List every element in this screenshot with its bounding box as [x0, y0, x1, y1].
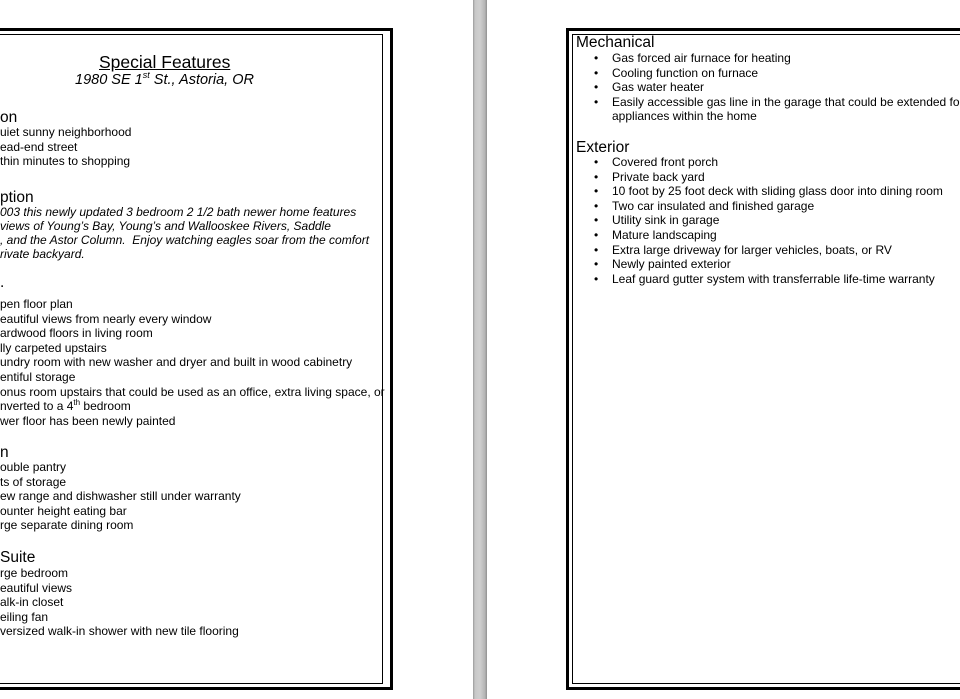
- bedroom-text: nverted to a 4: [0, 399, 74, 414]
- description-line: rivate backyard.: [0, 247, 85, 261]
- list-item: • 10 foot by 25 foot deck with sliding glass door into dining room: [612, 184, 943, 199]
- list-item: eautiful views: [0, 580, 73, 595]
- list-item: versized walk-in shower with new tile flooring: [0, 624, 239, 639]
- description-line: views of Young’s Bay, Young’s and Wallooskee Rivers, Saddle: [0, 219, 331, 233]
- interior-list: [0, 297, 385, 428]
- list-item: ts of storage: [0, 474, 67, 489]
- description-line: 003 this newly updated 3 bedroom 2 1/2 bath newer home features: [0, 205, 357, 219]
- list-item: ouble pantry: [0, 460, 67, 474]
- suite-list: [0, 566, 239, 639]
- list-item: • Newly painted exterior: [612, 257, 943, 272]
- bedroom-ordinal: th: [73, 398, 81, 408]
- mechanical-heading: Mechanical: [576, 34, 655, 51]
- list-item: thin minutes to shopping: [0, 154, 131, 169]
- list-item: onus room upstairs that could be used as an office, extra living space, or: [0, 384, 385, 399]
- right-page-inner-border: [572, 34, 960, 684]
- description-heading: ption: [0, 189, 34, 206]
- list-item: ardwood floors in living room: [0, 326, 153, 341]
- document-title: Special Features: [99, 52, 231, 72]
- list-item: undry room with new washer and dryer and built in wood cabinetry: [0, 355, 353, 370]
- kitchen-list: [0, 460, 241, 533]
- mechanical-list: [612, 51, 960, 124]
- bedroom-rest: bedroom: [80, 399, 131, 414]
- list-item: • Gas forced air furnace for heating: [612, 51, 960, 66]
- list-item: • Gas water heater: [612, 80, 960, 95]
- list-item: • Leaf guard gutter system with transferrable life-time warranty: [612, 272, 943, 287]
- list-item: lly carpeted upstairs: [0, 340, 107, 355]
- interior-heading: .: [0, 274, 5, 291]
- list-item: • Extra large driveway for larger vehicles, boats, or RV: [612, 243, 943, 258]
- list-item: entiful storage: [0, 369, 76, 384]
- list-item: • Mature landscaping: [612, 228, 943, 243]
- list-item: pen floor plan: [0, 297, 73, 311]
- address-ordinal: st: [142, 70, 150, 81]
- list-item: ead-end street: [0, 139, 78, 154]
- page-divider: [473, 0, 487, 699]
- list-item: [0, 399, 385, 414]
- list-item: ounter height eating bar: [0, 503, 127, 518]
- list-item-continuation: appliances within the home: [612, 109, 757, 124]
- list-item: eautiful views from nearly every window: [0, 311, 212, 326]
- list-item: rge bedroom: [0, 566, 69, 580]
- address-street-number: 1980 SE 1: [75, 72, 143, 88]
- list-item: • Utility sink in garage: [612, 213, 943, 228]
- suite-heading: Suite: [0, 549, 36, 566]
- list-item: uiet sunny neighborhood: [0, 125, 132, 139]
- list-item: • Two car insulated and finished garage: [612, 199, 943, 214]
- list-item: eiling fan: [0, 609, 49, 624]
- list-item: rge separate dining room: [0, 518, 134, 533]
- list-item: • Covered front porch: [612, 155, 943, 170]
- kitchen-heading: n: [0, 444, 9, 461]
- list-item: • Cooling function on furnace: [612, 66, 960, 81]
- address-city: St., Astoria, OR: [149, 72, 254, 88]
- description-text: [0, 205, 369, 261]
- list-item: wer floor has been newly painted: [0, 413, 176, 428]
- description-line: , and the Astor Column. Enjoy watching eagles soar from the comfort: [0, 233, 370, 247]
- list-item: ew range and dishwasher still under warranty: [0, 489, 241, 504]
- location-list: [0, 125, 131, 169]
- exterior-heading: Exterior: [576, 139, 630, 156]
- list-item: • Easily accessible gas line in the garage that could be extended fo: [612, 95, 960, 110]
- list-item: alk-in closet: [0, 595, 64, 610]
- exterior-list: [612, 155, 943, 286]
- location-heading: on: [0, 109, 18, 126]
- property-address: [75, 72, 254, 88]
- list-item: • Private back yard: [612, 170, 943, 185]
